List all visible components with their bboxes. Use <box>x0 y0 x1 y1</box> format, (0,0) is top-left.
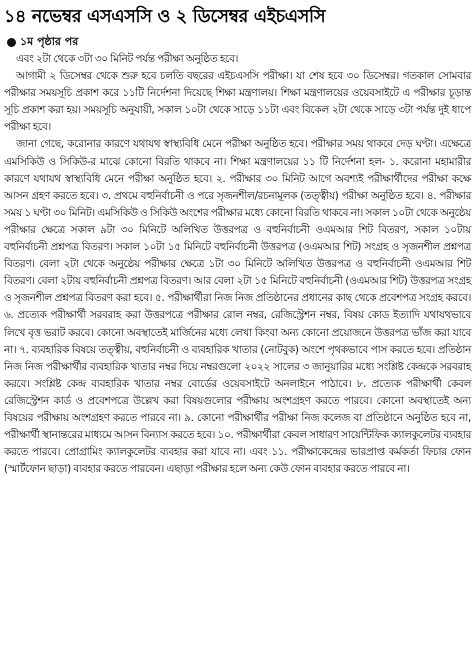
headline: ১৪ নভেম্বর এসএসসি ও ২ ডিসেম্বর এইচএসসি <box>4 7 326 27</box>
paragraph-2: আগামী ২ ডিসেম্বর থেকে শুরু হবে চলতি বছরের এইচএসসি পরীক্ষা। যা শেষ হবে ৩০ ডিসেম্বর। গতকাল সোমবার পরীক্ষার সময়সূচি প্রকাশ করে ১১টি নির্দেশনা দিয়েছে শিক্ষা মন্ত্রণালয়। শিক্ষা মন্ত্রণালয়ের ওয়েবসাইটে এ পরীক্ষার চূড়ান্ত সূচি প্রকাশ করা হয়। সময়সূচি অনুযায়ী, সকাল ১০টা থেকে সাড়ে ১১টা এবং বিকেল ২টা থেকে সাড়ে ৩টা পর্যন্ত দুই ধাপে পরীক্ষা হবে। <box>4 70 471 134</box>
paragraph-1: এবং ২টা থেকে ৩টা ৩০ মিনিট পর্যন্ত পরীক্ষা অনুষ্ঠিত হবে। <box>16 53 239 65</box>
continued-label: ১ম পৃষ্ঠার পর <box>20 34 79 48</box>
continued-from-page-one <box>4 33 471 51</box>
paragraph-3: জানা গেছে, করোনার কারণে যথাযথ স্বাস্থ্যবিধি মেনে পরীক্ষা অনুষ্ঠিত হবে। পরীক্ষার সময় থাকবে দেড় ঘণ্টা। এক্ষেত্রে এমসিকিউ ও সিকিউ-র মাঝে কোনো বিরতি থাকবে না। শিক্ষা মন্ত্রণালয়ের ১১ টি নির্দেশনা হল- ১. করোনা মহামারীর কারণে যথাযথ স্বাস্থ্যবিধি মেনে পরীক্ষা অনুষ্ঠিত হবে। ২. পরীক্ষার ৩০ মিনিট আগে অবশ্যই পরীক্ষার্থীদের পরীক্ষা কক্ষে আসন গ্রহণ করতে হবে। ৩. প্রথমে বহুনির্বাচনী ও পরে সৃজনশীল/রচনামূলক (তত্ত্বীয়) পরীক্ষা অনুষ্ঠিত হবে। ৪. পরীক্ষার সময় ১ ঘণ্টা ৩০ মিনিট। এমসিকিউ ও সিকিউ অংশের পরীক্ষার মধ্যে কোনো বিরতি থাকবে না। সকাল ১০টা থেকে অনুষ্ঠেয় পরীক্ষার ক্ষেত্রে সকাল ৯টা ৩০ মিনিটে অলিখিত উত্তরপত্র ও বহুনির্বাচনী ওএমআর শিট বিতরণ, সকাল ১০টায় বহুনির্বাচনী প্রশ্নপত্র বিতরণ। সকাল ১০টা ১৫ মিনিটে বহুনির্বাচনী উত্তরপত্র (ওএমআর শিট) সংগ্রহ ও সৃজনশীল প্রশ্নপত্র বিতরণ। বেলা ২টা থেকে অনুষ্ঠেয় পরীক্ষার ক্ষেত্রে ১টা ৩০ মিনিটে অলিখিত উত্তরপত্র ও বহুনির্বাচনী ওএমআর শিট বিতরণ। বেলা ২টায় বহুনির্বাচনী প্রশ্নপত্র বিতরণ। আর বেলা ২টা ১৫ মিনিটে বহুনির্বাচনী (ওএমআর শিট) উত্তরপত্র সংগ্রহ ও সৃজনশীল প্রশ্নপত্র বিতরণ করা হবে। ৫. পরীক্ষার্থীরা নিজ নিজ প্রতিষ্ঠানের প্রধানের কাছ থেকে প্রবেশপত্র সংগ্রহ করবে। ৬. প্রত্যেক পরীক্ষার্থী সরবরাহ করা উত্তরপত্রে পরীক্ষার রোল নম্বর, রেজিস্ট্রেশন নম্বর, বিষয় কোড ইত্যাদি যথাযথভাবে লিখে বৃত্ত ভরাট করবে। কোনো অবস্থাতেই মার্জিনের মধ্যে লেখা কিংবা অন্য কোনো প্রয়োজনে উত্তরপত্র ভাঁজ করা যাবে না। ৭. ব্যবহারিক বিষয়ে তত্ত্বীয়, বহুনির্বাচনী ও ব্যবহারিক খাতার (নোটবুক) অংশে পৃথকভাবে পাস করতে হবে। প্রতিষ্ঠান নিজ নিজ পরীক্ষার্থীর ব্যবহারিক খাতার নম্বর দিয়ে নম্বরগুলো ২০২২ সালের ৩ জানুয়ারির মধ্যে সংশ্লিষ্ট কেন্দ্রকে সরবরাহ করবে। সংশ্লিষ্ট কেন্দ্র ব্যবহারিক খাতার নম্বর বোর্ডের ওয়েবসাইটে অনলাইনে পাঠাবে। ৮. প্রত্যেক পরীক্ষার্থী কেবল রেজিস্ট্রেশন কার্ড ও প্রবেশপত্রে উল্লেখ করা বিষয়গুলোর পরীক্ষায় অংশগ্রহণ করতে পারবে। কোনো অবস্থাতেই অন্য বিষয়ের পরীক্ষায় অংশগ্রহণ করতে পারবে না। ৯. কোনো পরীক্ষার্থীর পরীক্ষা নিজ কলেজ বা প্রতিষ্ঠানে অনুষ্ঠিত হবে না, পরীক্ষার্থী স্থানান্তরের মাধ্যমে আসন বিন্যাস করতে হবে। ১০. পরীক্ষার্থীরা কেবল সাধারণ সায়েন্টিফিক ক্যালকুলেটর ব্যবহার করতে পারবে। প্রোগ্রামিং ক্যালকুলেটর ব্যবহার করা যাবে না। এবং ১১. পরীক্ষাকেন্দ্রের ভারপ্রাপ্ত কর্মকর্তা ফিচার ফোন (স্মার্টফোন ছাড়া) ব্যবহার করতে পারবেন। এছাড়া পরীক্ষার হলে অন্য কেউ ফোন ব্যবহার করতে পারবে না। <box>4 138 471 476</box>
article-body <box>4 51 471 478</box>
bullet-dot-icon <box>7 38 16 47</box>
